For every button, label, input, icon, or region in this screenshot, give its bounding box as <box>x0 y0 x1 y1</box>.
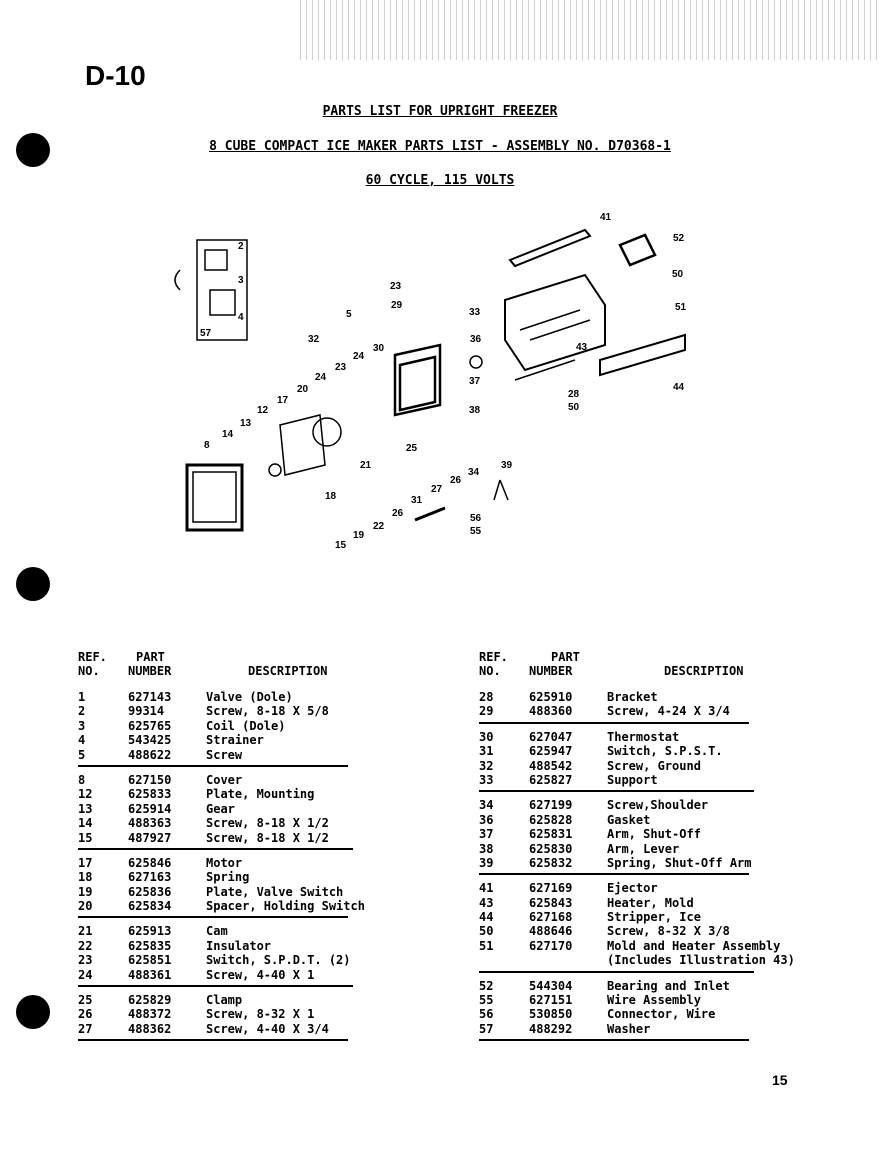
table-row <box>479 881 754 895</box>
part-number: 625836 <box>128 884 172 899</box>
header-number: NUMBER <box>128 664 172 678</box>
table-row <box>479 842 749 856</box>
description: Spring, Shut-Off Arm <box>607 855 752 870</box>
page-number: 15 <box>772 1072 788 1088</box>
callout-number: 51 <box>675 302 687 313</box>
callout-number: 18 <box>325 491 337 502</box>
part-number: 627047 <box>529 729 573 744</box>
header-no: NO. <box>78 664 100 678</box>
part-number: 627168 <box>529 910 573 925</box>
description: Cam <box>206 924 228 939</box>
motor-part <box>313 418 341 446</box>
description: Washer <box>607 1021 651 1036</box>
description: Bracket <box>607 690 658 704</box>
part-group <box>479 690 749 724</box>
table-row <box>78 816 353 830</box>
description: Support <box>607 772 658 787</box>
ref-no: 23 <box>78 953 93 968</box>
description: Coil (Dole) <box>206 718 286 733</box>
table-row <box>479 910 754 924</box>
binder-hole <box>16 995 50 1029</box>
table-row <box>78 993 348 1007</box>
callout-number: 39 <box>501 460 513 471</box>
callout-number: 27 <box>431 484 443 495</box>
callout-number: 28 <box>568 389 580 400</box>
ref-no: 36 <box>479 812 494 827</box>
ref-no: 24 <box>78 967 93 982</box>
table-row <box>479 924 754 938</box>
part-number: 625947 <box>529 744 573 759</box>
callout-number: 33 <box>469 307 481 318</box>
header-ref: REF. <box>479 650 508 664</box>
ref-no: 15 <box>78 830 93 845</box>
header-number: NUMBER <box>529 664 573 678</box>
callout-number: 12 <box>257 405 269 416</box>
callout-number: 23 <box>390 281 402 292</box>
part-number: 625829 <box>128 993 172 1008</box>
gasket-part <box>470 356 482 368</box>
table-row <box>78 748 348 762</box>
callout-number: 55 <box>470 526 482 537</box>
ref-no: 38 <box>479 841 494 856</box>
callout-number: 21 <box>360 460 372 471</box>
ref-no: 57 <box>479 1021 494 1036</box>
table-row <box>479 953 795 968</box>
description: Stripper, Ice <box>607 910 701 925</box>
part-group <box>479 730 754 793</box>
callout-number: 4 <box>238 312 244 323</box>
header-part: PART <box>551 650 580 664</box>
description: Wire Assembly <box>607 993 701 1008</box>
ref-no: 19 <box>78 884 93 899</box>
part-number: 625830 <box>529 841 573 856</box>
table-row <box>78 1022 348 1036</box>
callout-number: 22 <box>373 521 385 532</box>
valve-tube <box>175 270 180 290</box>
part-group <box>78 855 365 919</box>
description: Motor <box>206 855 243 870</box>
description: Ejector <box>607 881 658 896</box>
mounting-plate <box>280 415 325 475</box>
description: (Includes Illustration 43) <box>607 953 795 968</box>
callout-number: 13 <box>240 418 252 429</box>
part-number: 488372 <box>128 1007 172 1022</box>
part-number: 625914 <box>128 801 172 816</box>
description: Clamp <box>206 993 243 1008</box>
part-group <box>479 979 749 1042</box>
table-row <box>479 813 749 827</box>
callout-number: 19 <box>353 530 365 541</box>
cover-part <box>187 465 242 530</box>
table-row <box>479 704 749 718</box>
table-row <box>78 856 348 870</box>
description: Screw, 8-32 X 3/8 <box>607 924 730 939</box>
part-number: 625851 <box>128 953 172 968</box>
table-row <box>78 787 353 801</box>
description: Plate, Mounting <box>206 787 315 802</box>
ejector-part <box>510 230 590 266</box>
ref-no: 29 <box>479 704 494 719</box>
part-number: 627143 <box>128 690 172 704</box>
table-row <box>78 690 348 704</box>
ref-no: 41 <box>479 881 494 896</box>
ref-no: 8 <box>78 772 86 787</box>
support-housing <box>395 345 440 415</box>
ref-no: 27 <box>78 1021 93 1036</box>
description: Insulator <box>206 938 272 953</box>
callout-number: 23 <box>335 362 347 373</box>
title-line-2: 8 CUBE COMPACT ICE MAKER PARTS LIST - ASSEMBLY NO. D70368-1 <box>209 139 671 154</box>
description: Arm, Lever <box>607 841 680 856</box>
callout-number: 5 <box>346 309 352 320</box>
description: Screw, 8-18 X 5/8 <box>206 704 329 719</box>
header-description: DESCRIPTION <box>664 664 744 678</box>
ref-no: 30 <box>479 729 494 744</box>
table-row <box>479 730 754 744</box>
ref-no: 52 <box>479 978 494 993</box>
callout-number: 50 <box>568 402 580 413</box>
ref-no: 28 <box>479 690 494 704</box>
ref-no: 56 <box>479 1007 494 1022</box>
description: Screw, 8-18 X 1/2 <box>206 816 329 831</box>
ref-no: 51 <box>479 938 494 953</box>
table-row <box>479 1022 749 1036</box>
callout-number: 34 <box>468 467 480 478</box>
ref-no: 37 <box>479 827 494 842</box>
table-row <box>78 773 353 787</box>
part-number: 488363 <box>128 816 172 831</box>
description: Plate, Valve Switch <box>206 884 344 899</box>
table-row <box>78 939 353 953</box>
header-ref: REF. <box>78 650 107 664</box>
part-group <box>479 798 752 875</box>
bearing-inlet <box>620 235 655 265</box>
callout-number: 3 <box>238 275 244 286</box>
ref-no: 3 <box>78 718 86 733</box>
description: Screw, 4-40 X 1 <box>206 967 315 982</box>
callout-number: 8 <box>204 440 210 451</box>
ref-no: 20 <box>78 899 93 914</box>
description: Connector, Wire <box>607 1007 716 1022</box>
description: Thermostat <box>607 729 680 744</box>
part-number: 544304 <box>529 978 573 993</box>
part-number: 488360 <box>529 704 573 719</box>
table-row <box>78 719 348 733</box>
part-number: 488361 <box>128 967 172 982</box>
callout-number: 2 <box>238 241 244 252</box>
part-group <box>78 773 353 850</box>
part-number: 627163 <box>128 870 172 885</box>
table-row <box>78 870 348 884</box>
callout-number: 36 <box>470 334 482 345</box>
callout-number: 52 <box>673 233 685 244</box>
ref-no: 55 <box>479 993 494 1008</box>
description: Heater, Mold <box>607 895 694 910</box>
part-number: 488622 <box>128 747 172 762</box>
part-number: 625833 <box>128 787 172 802</box>
connector-part <box>494 480 508 500</box>
description: Screw, 8-18 X 1/2 <box>206 830 329 845</box>
parts-table-left <box>78 650 398 1047</box>
callout-number: 30 <box>373 343 385 354</box>
ref-no: 32 <box>479 758 494 773</box>
part-number: 627151 <box>529 993 573 1008</box>
header-description: DESCRIPTION <box>248 664 328 678</box>
table-row <box>78 924 353 938</box>
ref-no: 21 <box>78 924 93 939</box>
table-row <box>78 1007 348 1021</box>
description: Spring <box>206 870 250 885</box>
part-number: 625835 <box>128 938 172 953</box>
ref-no: 22 <box>78 938 93 953</box>
callout-number: 43 <box>576 342 588 353</box>
table-row <box>78 968 353 982</box>
part-number: 99314 <box>128 704 165 719</box>
stripper-part <box>600 335 685 375</box>
callout-number: 17 <box>277 395 289 406</box>
gear-part <box>269 464 281 476</box>
part-number: 488542 <box>529 758 573 773</box>
mold-ribs <box>520 310 590 340</box>
ref-no: 12 <box>78 787 93 802</box>
part-number: 625913 <box>128 924 172 939</box>
page-id: D-10 <box>85 60 146 91</box>
description: Valve (Dole) <box>206 690 293 704</box>
part-number: 625910 <box>529 690 573 704</box>
table-row <box>479 798 749 812</box>
description: Gasket <box>607 812 651 827</box>
ref-no: 2 <box>78 704 86 719</box>
table-row <box>479 979 749 993</box>
ref-no: 4 <box>78 733 86 748</box>
callout-number: 15 <box>335 540 347 551</box>
part-number: 625827 <box>529 772 573 787</box>
part-number: 625834 <box>128 899 172 914</box>
ref-no: 26 <box>78 1007 93 1022</box>
table-row <box>479 827 749 841</box>
part-number: 625831 <box>529 827 573 842</box>
table-header <box>479 650 819 690</box>
part-group <box>78 690 348 767</box>
part-number: 627199 <box>529 798 573 813</box>
ref-no: 1 <box>78 690 86 704</box>
ref-no: 14 <box>78 816 93 831</box>
ref-no: 43 <box>479 895 494 910</box>
callout-number: 20 <box>297 384 309 395</box>
part-number: 543425 <box>128 733 172 748</box>
description: Arm, Shut-Off <box>607 827 701 842</box>
table-row <box>479 993 749 1007</box>
description: Switch, S.P.D.T. (2) <box>206 953 351 968</box>
description: Screw, 4-40 X 3/4 <box>206 1021 329 1036</box>
part-number: 625828 <box>529 812 573 827</box>
part-number: 487927 <box>128 830 172 845</box>
part-number: 488292 <box>529 1021 573 1036</box>
ref-no: 39 <box>479 855 494 870</box>
callout-number: 32 <box>308 334 320 345</box>
ref-no: 18 <box>78 870 93 885</box>
callout-number: 24 <box>315 372 327 383</box>
callout-number: 29 <box>391 300 403 311</box>
description: Screw,Shoulder <box>607 798 709 813</box>
header-no: NO. <box>479 664 501 678</box>
ref-no: 17 <box>78 855 93 870</box>
callout-number: 41 <box>600 212 612 223</box>
callout-number: 31 <box>411 495 423 506</box>
title-line-1: PARTS LIST FOR UPRIGHT FREEZER <box>322 104 558 119</box>
description: Gear <box>206 801 235 816</box>
table-row <box>479 773 754 787</box>
callout-number: 56 <box>470 513 482 524</box>
cover-inner <box>193 472 236 522</box>
part-group <box>78 993 348 1041</box>
parts-table-right <box>479 650 819 1047</box>
ref-no: 50 <box>479 924 494 939</box>
callout-number: 14 <box>222 429 234 440</box>
table-row <box>78 733 348 747</box>
ref-no: 31 <box>479 744 494 759</box>
table-row <box>78 704 348 718</box>
description: Spacer, Holding Switch <box>206 899 365 914</box>
table-row <box>479 938 781 953</box>
callout-number: 57 <box>200 328 212 339</box>
part-number: 625846 <box>128 855 172 870</box>
description: Screw, Ground <box>607 758 701 773</box>
part-group <box>78 924 353 987</box>
description: Cover <box>206 772 243 787</box>
table-row <box>479 744 754 758</box>
ref-no: 34 <box>479 798 494 813</box>
description: Screw <box>206 747 243 762</box>
part-group <box>479 881 795 972</box>
callout-number: 38 <box>469 405 481 416</box>
table-row <box>78 802 353 816</box>
callout-number: 26 <box>450 475 462 486</box>
part-number: 625765 <box>128 718 172 733</box>
part-number: 488646 <box>529 924 573 939</box>
part-number: 530850 <box>529 1007 573 1022</box>
valve-part <box>205 250 235 315</box>
table-row <box>479 855 752 870</box>
title-line-3: 60 CYCLE, 115 VOLTS <box>365 173 515 188</box>
description: Strainer <box>206 733 264 748</box>
callout-number: 26 <box>392 508 404 519</box>
table-row <box>78 885 348 899</box>
part-number: 625843 <box>529 895 573 910</box>
ref-no: 33 <box>479 772 494 787</box>
table-row <box>479 690 749 704</box>
table-row <box>479 1007 749 1021</box>
table-row <box>78 899 365 914</box>
callout-number: 24 <box>353 351 365 362</box>
table-row <box>78 831 353 845</box>
part-number: 627150 <box>128 772 172 787</box>
part-number: 625832 <box>529 855 573 870</box>
part-number: 627169 <box>529 881 573 896</box>
mold-assembly <box>505 275 605 370</box>
ref-no: 44 <box>479 910 494 925</box>
header-part: PART <box>136 650 165 664</box>
part-number: 488362 <box>128 1021 172 1036</box>
wire-assembly <box>415 508 445 520</box>
table-row <box>78 953 353 967</box>
part-number: 627170 <box>529 938 573 953</box>
description: Screw, 4-24 X 3/4 <box>607 704 730 719</box>
description: Mold and Heater Assembly <box>607 938 781 953</box>
callout-number: 37 <box>469 376 481 387</box>
table-row <box>479 759 754 773</box>
description: Switch, S.P.S.T. <box>607 744 723 759</box>
table-header <box>78 650 398 690</box>
ref-no: 5 <box>78 747 86 762</box>
ref-no: 25 <box>78 993 93 1008</box>
table-row <box>479 896 754 910</box>
description: Bearing and Inlet <box>607 978 730 993</box>
ref-no: 13 <box>78 801 93 816</box>
callout-number: 44 <box>673 382 685 393</box>
callout-number: 50 <box>672 269 684 280</box>
callout-number: 25 <box>406 443 418 454</box>
description: Screw, 8-32 X 1 <box>206 1007 315 1022</box>
